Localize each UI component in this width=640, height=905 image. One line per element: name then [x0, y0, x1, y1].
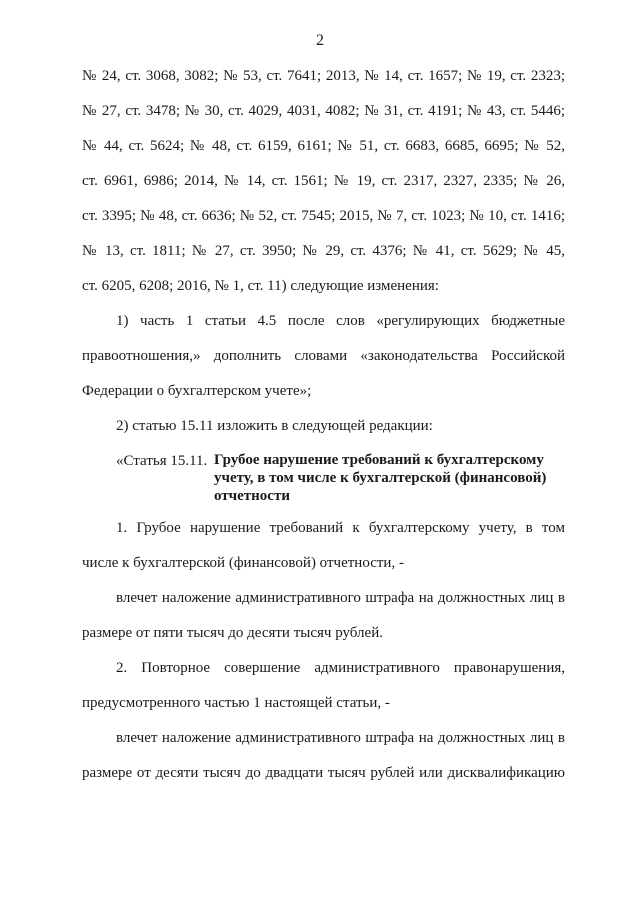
article-title-line: Грубое нарушение требований к бухгалтерскому — [214, 452, 544, 468]
text-line: № 44, ст. 5624; № 48, ст. 6159, 6161; № 51, ст. 6683, 6685, 6695; № 52, — [82, 138, 565, 154]
text-line: правоотношения,» дополнить словами «законодательства Российской — [82, 348, 565, 364]
text-line: № 13, ст. 1811; № 27, ст. 3950; № 29, ст. 4376; № 41, ст. 5629; № 45, — [82, 243, 565, 259]
article-title-line: отчетности — [214, 488, 290, 504]
text-line: влечет наложение административного штрафа на должностных лиц в — [116, 590, 565, 606]
page-number: 2 — [316, 32, 324, 49]
text-line: 2. Повторное совершение административного правонарушения, — [116, 660, 565, 676]
text-line: размере от пяти тысяч до десяти тысяч рублей. — [82, 625, 383, 641]
text-line: числе к бухгалтерской (финансовой) отчетности, - — [82, 555, 404, 571]
text-line: 1) часть 1 статьи 4.5 после слов «регулирующих бюджетные — [116, 313, 565, 329]
text-line: предусмотренного частью 1 настоящей статьи, - — [82, 695, 390, 711]
text-line: № 27, ст. 3478; № 30, ст. 4029, 4031, 4082; № 31, ст. 4191; № 43, ст. 5446; — [82, 103, 565, 119]
article-number: «Статья 15.11. — [116, 453, 208, 469]
text-line: № 24, ст. 3068, 3082; № 53, ст. 7641; 2013, № 14, ст. 1657; № 19, ст. 2323; — [82, 68, 565, 84]
text-line: ст. 6961, 6986; 2014, № 14, ст. 1561; № 19, ст. 2317, 2327, 2335; № 26, — [82, 173, 565, 189]
text-line: ст. 6205, 6208; 2016, № 1, ст. 11) следующие изменения: — [82, 278, 439, 294]
text-line: ст. 3395; № 48, ст. 6636; № 52, ст. 7545; 2015, № 7, ст. 1023; № 10, ст. 1416; — [82, 208, 565, 224]
text-line: влечет наложение административного штрафа на должностных лиц в — [116, 730, 565, 746]
article-title-line: учету, в том числе к бухгалтерской (финансовой) — [214, 470, 547, 486]
text-line: 1. Грубое нарушение требований к бухгалтерскому учету, в том — [116, 520, 565, 536]
text-line: Федерации о бухгалтерском учете»; — [82, 383, 312, 399]
article-title — [214, 451, 574, 505]
text-line: размере от десяти тысяч до двадцати тысяч рублей или дисквалификацию — [82, 765, 565, 781]
amendment-item-2: 2) статью 15.11 изложить в следующей редакции: — [116, 418, 433, 434]
